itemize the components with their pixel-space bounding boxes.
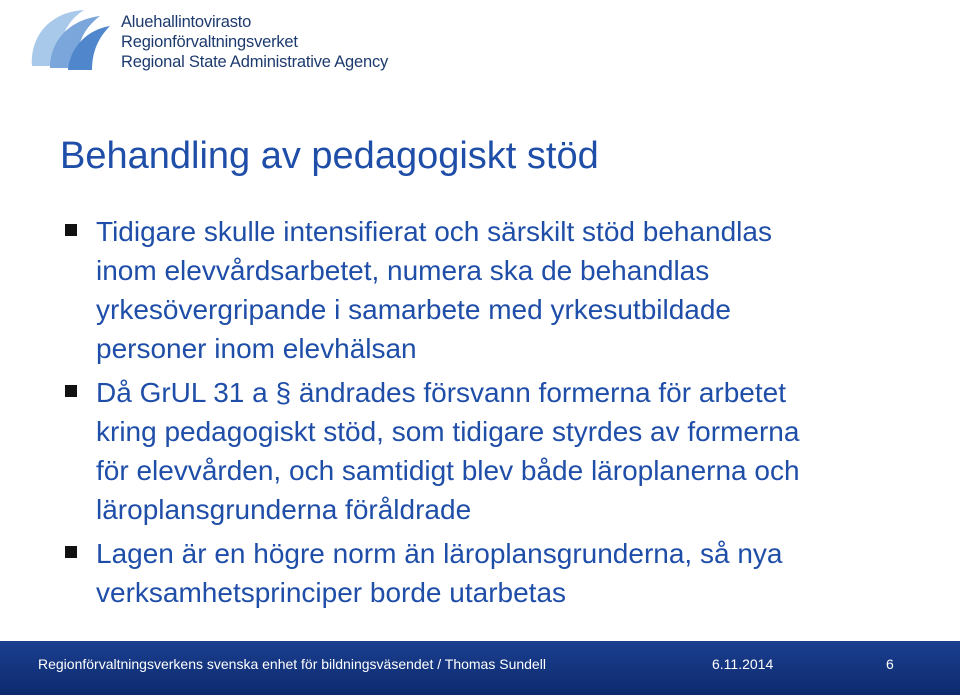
footer-date: 6.11.2014 xyxy=(712,656,774,672)
bullet-line: verksamhetsprinciper borde utarbetas xyxy=(96,577,567,608)
org-name-english: Regional State Administrative Agency xyxy=(121,53,389,71)
footer-bar xyxy=(0,641,960,695)
slide-title: Behandling av pedagogiskt stöd xyxy=(60,135,599,177)
bullet-line: för elevvården, och samtidigt blev både läroplanerna och xyxy=(96,455,800,486)
bullet-item xyxy=(62,534,942,612)
org-name-finnish: Aluehallintovirasto xyxy=(121,13,252,31)
bullet-line: läroplansgrunderna föråldrade xyxy=(96,494,472,525)
organization-name xyxy=(121,12,388,72)
bullet-line: kring pedagogiskt stöd, som tidigare styrdes av formerna xyxy=(96,416,800,447)
bullet-item xyxy=(62,212,942,368)
bullet-line: yrkesövergripande i samarbete med yrkesutbildade xyxy=(96,294,731,325)
page-number: 6 xyxy=(886,656,894,672)
bullet-line: inom elevvårdsarbetet, numera ska de behandlas xyxy=(96,255,710,286)
square-bullet-icon xyxy=(65,224,77,236)
bullet-line: personer inom elevhälsan xyxy=(96,333,417,364)
avi-logo-icon xyxy=(28,6,112,76)
footer-text: Regionförvaltningsverkens svenska enhet för bildningsväsendet / Thomas Sundell xyxy=(38,656,546,672)
bullet-line: Tidigare skulle intensifierat och särskilt stöd behandlas xyxy=(96,216,772,247)
bullet-line: Då GrUL 31 a § ändrades försvann formerna för arbetet xyxy=(96,377,786,408)
org-name-swedish: Regionförvaltningsverket xyxy=(121,33,298,51)
square-bullet-icon xyxy=(65,546,77,558)
bullet-list xyxy=(62,212,942,617)
square-bullet-icon xyxy=(65,385,77,397)
bullet-line: Lagen är en högre norm än läroplansgrunderna, så nya xyxy=(96,538,783,569)
bullet-item xyxy=(62,373,942,529)
